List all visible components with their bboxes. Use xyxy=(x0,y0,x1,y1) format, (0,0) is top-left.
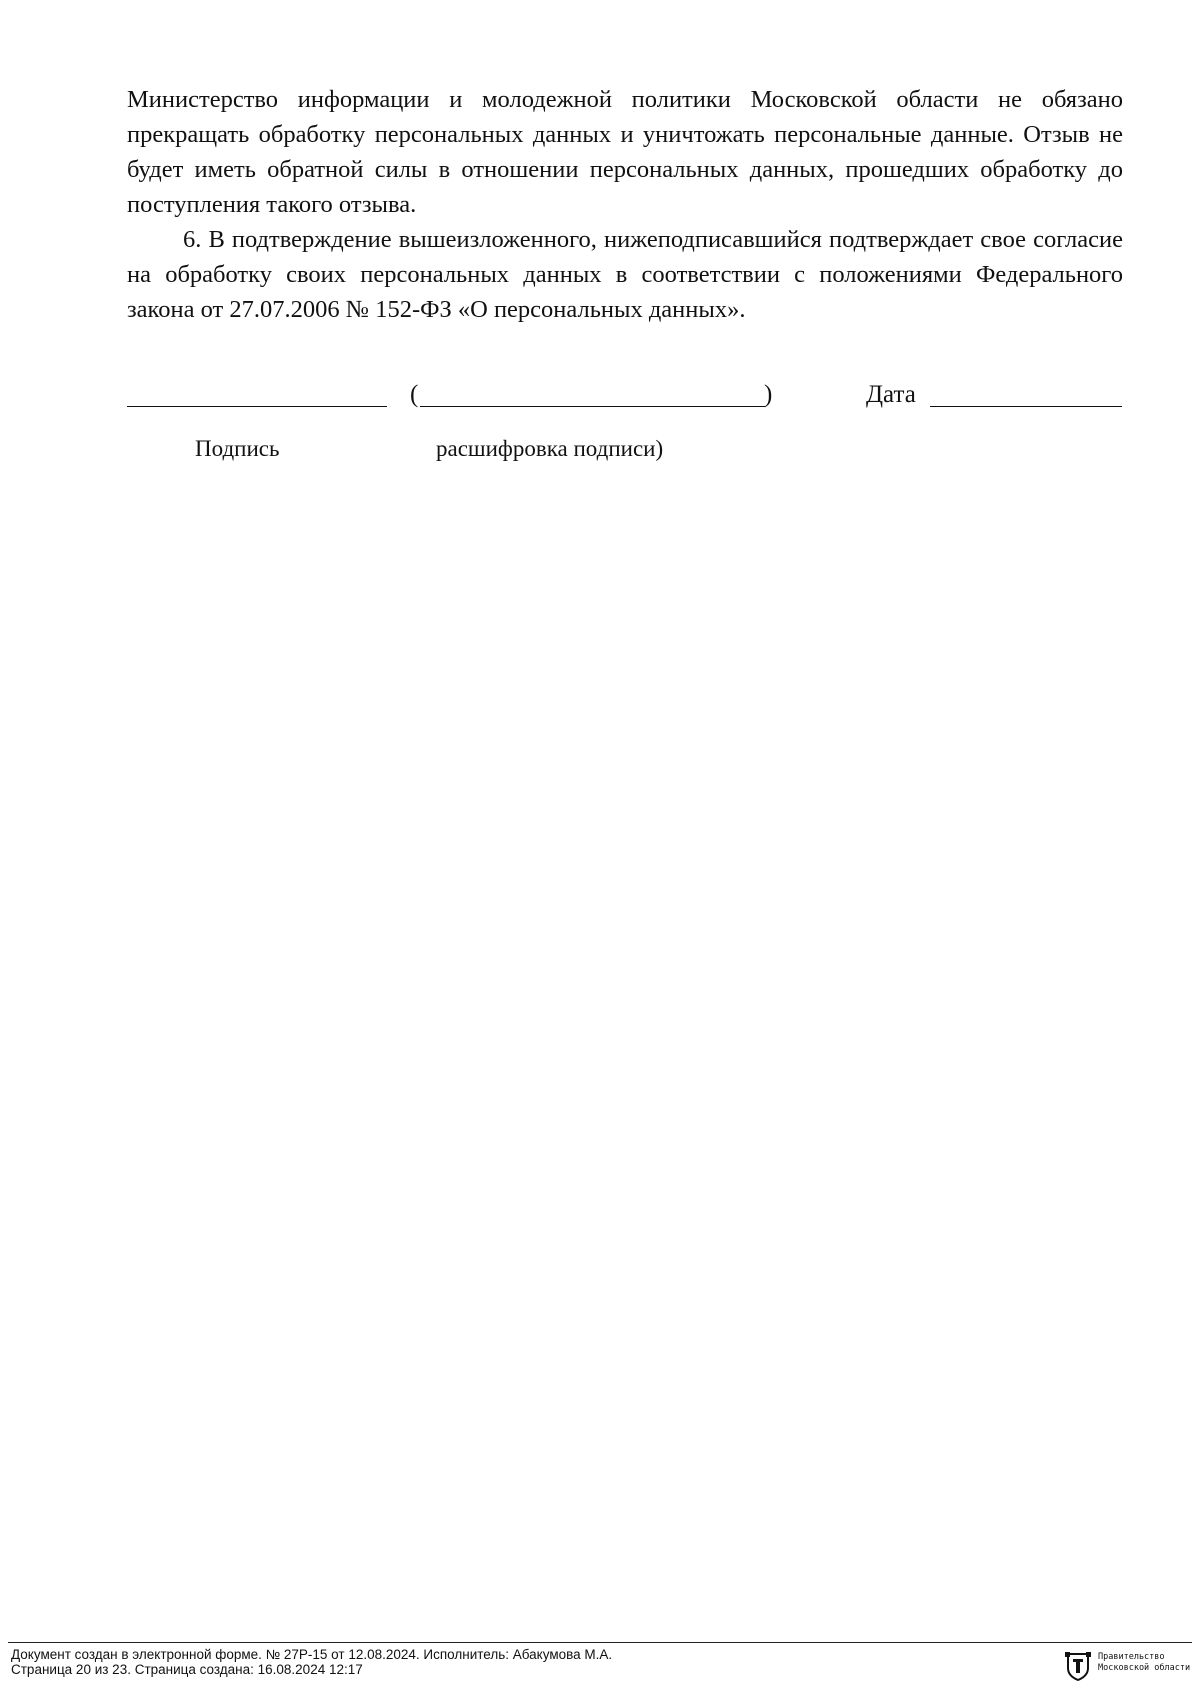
logo-line-2: Московской области xyxy=(1098,1663,1191,1673)
coat-of-arms-icon xyxy=(1064,1651,1092,1681)
date-label: Дата xyxy=(866,381,916,408)
close-paren: ) xyxy=(764,381,773,408)
paragraph-withdrawal: Министерство информации и молодежной политики Московской области не обязано прекращать обработку персональных данных и уничтожать персональные данные. Отзыв не будет иметь обратной силы в отношении персональных данных, прошедших обработку до поступления такого отзыва. xyxy=(127,86,1123,218)
signature-caption: Подпись xyxy=(195,436,280,461)
document-body xyxy=(127,82,1123,327)
signature-decode-line xyxy=(420,406,765,407)
open-paren: ( xyxy=(410,381,419,408)
government-logo xyxy=(1062,1650,1194,1684)
footer-line-2: Страница 20 из 23. Страница создана: 16.08.2024 12:17 xyxy=(11,1662,363,1677)
logo-line-1: Правительство xyxy=(1098,1652,1165,1662)
signature-block xyxy=(0,380,1200,460)
date-line xyxy=(930,406,1122,407)
paragraph-consent: 6. В подтверждение вышеизложенного, нижеподписавшийся подтверждает свое согласие на обработку своих персональных данных в соответствии с положениями Федерального закона от 27.07.2006 № 152-ФЗ «О персональных данных». xyxy=(127,226,1123,323)
document-footer xyxy=(0,1642,1200,1698)
footer-line-1: Документ создан в электронной форме. № 27Р-15 от 12.08.2024. Исполнитель: Абакумова М.А. xyxy=(11,1647,613,1662)
footer-text xyxy=(11,1647,612,1677)
decode-caption: расшифровка подписи) xyxy=(436,436,664,461)
signature-line xyxy=(127,406,387,407)
footer-divider xyxy=(8,1642,1192,1643)
logo-caption xyxy=(1098,1652,1190,1674)
